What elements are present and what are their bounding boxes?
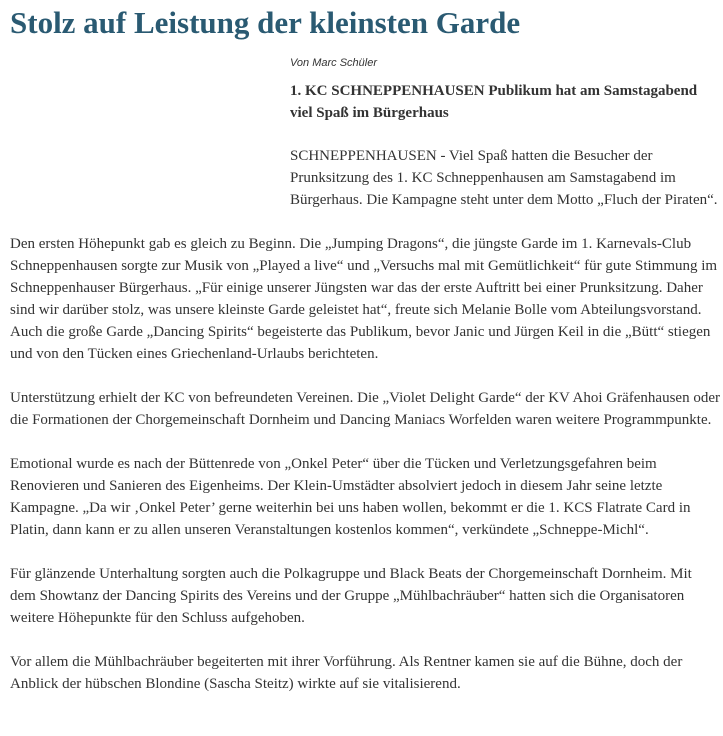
article-body	[10, 145, 720, 717]
article-paragraph: Unterstützung erhielt der KC von befreundeten Vereinen. Die „Violet Delight Garde“ der KV Ahoi Gräfenhausen oder die Formationen der Chorgemeinschaft Dornheim und Dancing Maniacs Worfelden waren weitere Programmpunkte.	[10, 390, 720, 428]
article-paragraph-lead: SCHNEPPENHAUSEN - Viel Spaß hatten die Besucher der Prunksitzung des 1. KC Schneppenhausen am Samstagabend im Bürgerhaus. Die Kampagne steht unter dem Motto „Fluch der Piraten“.	[290, 148, 718, 208]
article-byline: Von Marc Schüler	[290, 57, 378, 69]
layout-spacer	[10, 145, 290, 211]
article-paragraph: Vor allem die Mühlbachräuber begeiterten mit ihrer Vorführung. Als Rentner kamen sie auf die Bühne, doch der Anblick der hübschen Blondine (Sascha Steitz) wirkte auf sie vitalisierend.	[10, 654, 683, 692]
article-paragraph: Für glänzende Unterhaltung sorgten auch die Polkagruppe und Black Beats der Chorgemeinschaft Dornheim. Mit dem Showtanz der Dancing Spirits des Vereins und der Gruppe „Mühlbachräuber“ hatten sich die Organisatoren weitere Höhepunkte für den Schluss aufgehoben.	[10, 566, 692, 626]
article-paragraph: Den ersten Höhepunkt gab es gleich zu Beginn. Die „Jumping Dragons“, die jüngste Garde im 1. Karnevals-Club Schneppenhausen sorgte zur Musik von „Played a live“ und „Versuchs mal mit Gemütlichkeit“ für gute Stimmung im Schneppenhauser Bürgerhaus. „Für einige unserer Jüngsten war das der erste Auftritt bei einer Prunksitzung. Daher sind wir darüber stolz, was unsere kleinste Garde geleistet hat“, freute sich Melanie Bolle vom Abteilungsvorstand. Auch die große Garde „Dancing Spirits“ begeisterte das Publikum, bevor Janic und Jürgen Keil in die „Bütt“ stiegen und von den Tücken eines Griechenland-Urlaubs berichteten.	[10, 236, 718, 362]
article-headline: Stolz auf Leistung der kleinsten Garde	[10, 5, 521, 40]
article-subtitle: 1. KC SCHNEPPENHAUSEN Publikum hat am Samstagabend viel Spaß im Bürgerhaus	[290, 83, 698, 121]
article-paragraph: Emotional wurde es nach der Büttenrede von „Onkel Peter“ über die Tücken und Verletzungsgefahren beim Renovieren und Sanieren des Eigenheims. Der Klein-Umstädter absolviert jedoch in diesem Jahr seine letzte Kampagne. „Da wir ‚Onkel Peter’ gerne weiterhin bei uns haben wollen, bekommt er die 1. KCS Flatrate Card in Platin, dann kann er zu allen unseren Veranstaltungen kostenlos kommen“, verkündete „Schneppe-Michl“.	[10, 456, 691, 538]
